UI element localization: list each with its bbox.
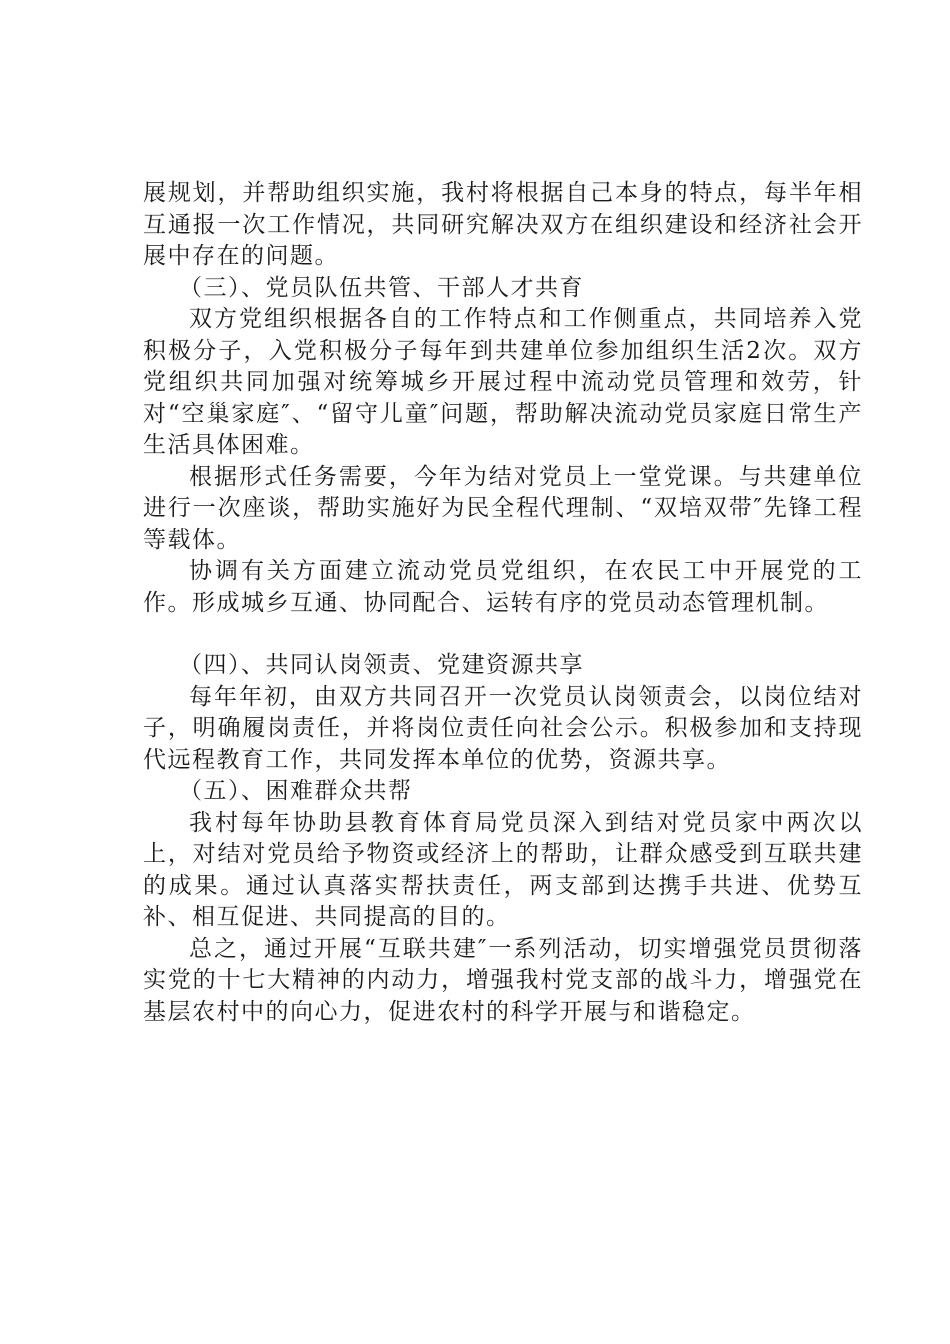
paragraph: 我村每年协助县教育体育局党员深入到结对党员家中两次以上，对结对党员给予物资或经济上的帮助，让群众感受到互联共建的成果。通过认真落实帮扶责任，两支部到达携手共进、优势互补、相互促进、共同提高的目的。 (143, 809, 863, 930)
paragraph-conclusion: 总之，通过开展“互联共建″一系列活动，切实增强党员贯彻落实党的十七大精神的内动力，增强我村党支部的战斗力，增强党在基层农村中的向心力，促进农村的科学开展与和谐稳定。 (143, 935, 863, 1025)
paragraph-gap (143, 619, 863, 650)
paragraph: 每年年初，由双方共同召开一次党员认岗领责会，以岗位结对子，明确履岗责任，并将岗位责任向社会公示。积极参加和支持现代远程教育工作，共同发挥本单位的优势，资源共享。 (143, 683, 863, 773)
section-heading-4: （四）、共同认岗领责、党建资源共享 (179, 652, 584, 678)
document-body (143, 178, 863, 1028)
paragraph: 双方党组织根据各自的工作特点和工作侧重点，共同培养入党积极分子，入党积极分子每年到共建单位参加组织生活2次。双方党组织共同加强对统筹城乡开展过程中流动党员管理和效劳，针对“空巢家庭″、“留守儿童″问题，帮助解决流动党员家庭日常生产生活具体困难。 (143, 306, 863, 458)
paragraph: 根据形式任务需要，今年为结对党员上一堂党课。与共建单位进行一次座谈，帮助实施好为民全程代理制、“双培双带″先锋工程等载体。 (143, 463, 863, 553)
section-heading-3: （三）、党员队伍共管、干部人才共育 (179, 274, 584, 301)
paragraph: 协调有关方面建立流动党员党组织，在农民工中开展党的工作。形成城乡互通、协同配合、运转有序的党员动态管理机制。 (143, 558, 863, 616)
paragraph-continuation: 展规划，并帮助组织实施，我村将根据自己本身的特点，每半年相互通报一次工作情况，共同研究解决双方在组织建设和经济社会开展中存在的问题。 (143, 180, 863, 269)
section-heading-5: （五）、困难群众共帮 (179, 778, 413, 804)
